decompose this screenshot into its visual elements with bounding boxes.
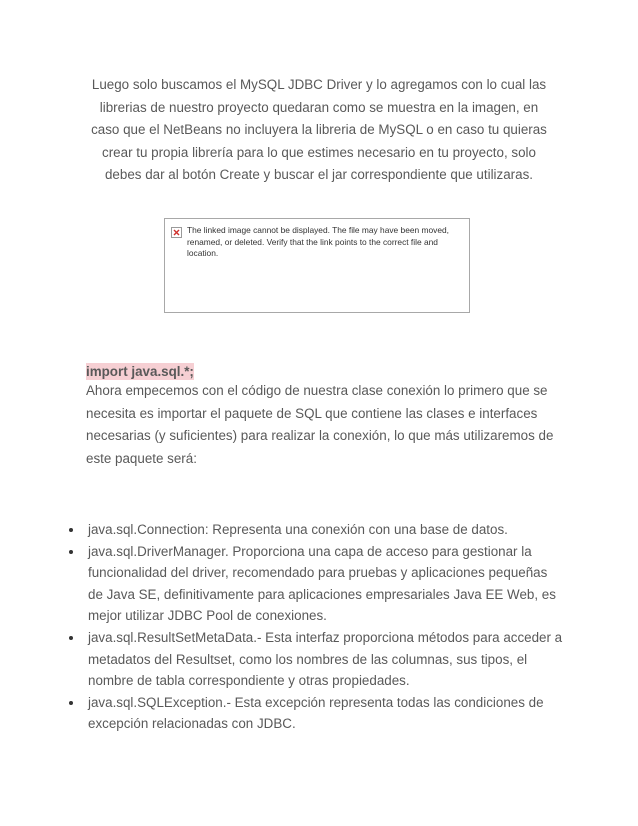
broken-image-placeholder	[164, 218, 470, 313]
list-item	[64, 692, 564, 735]
list-item-text: java.sql.Connection: Representa una conexión con una base de datos.	[88, 522, 508, 537]
list-item	[64, 519, 564, 541]
list-item-text: java.sql.ResultSetMetaData.- Esta interfaz proporciona métodos para acceder a metadatos del Resultset, como los nombres de las columnas, sus tipos, el nombre de tabla correspondiente y otras propiedades.	[88, 629, 563, 689]
list-item	[64, 541, 564, 627]
bullet-dot-icon	[69, 701, 73, 705]
bullet-dot-icon	[69, 636, 73, 640]
bullet-list	[64, 519, 564, 735]
list-item-text: java.sql.DriverManager. Proporciona una capa de acceso para gestionar la funcionalidad del driver, recomendado para pruebas y aplicaciones pequeñas de Java SE, definitivamente para aplicaciones empresariales Java EE Web, es mejor utilizar JDBC Pool de conexiones.	[88, 543, 556, 624]
broken-image-x-icon	[171, 227, 182, 238]
explain-paragraph: Ahora empecemos con el código de nuestra clase conexión lo primero que se necesita es importar el paquete de SQL que contiene las clases e interfaces necesarias (y suficientes) para realizar la conexión, lo que más utilizaremos de este paquete será:	[86, 383, 554, 466]
intro-paragraph: Luego solo buscamos el MySQL JDBC Driver y lo agregamos con lo cual las librerias de nuestro proyecto quedaran como se muestra en la imagen, en caso que el NetBeans no incluyera la libreria de MySQL o en caso tu quieras crear tu propia librería para lo que estimes necesario en tu proyecto, solo debes dar al botón Create y buscar el jar correspondiente que utilizaras.	[91, 77, 547, 182]
list-item-text: java.sql.SQLException.- Esta excepción representa todas las condiciones de excepción relacionadas con JDBC.	[88, 694, 544, 732]
bullet-dot-icon	[69, 550, 73, 554]
broken-image-message: The linked image cannot be displayed. The file may have been moved, renamed, or deleted. Verify that the link points to the correct file and location.	[187, 225, 449, 258]
code-import-text: import java.sql.*;	[86, 364, 194, 379]
code-import-line	[86, 362, 194, 382]
bullet-dot-icon	[69, 528, 73, 532]
list-item	[64, 627, 564, 692]
